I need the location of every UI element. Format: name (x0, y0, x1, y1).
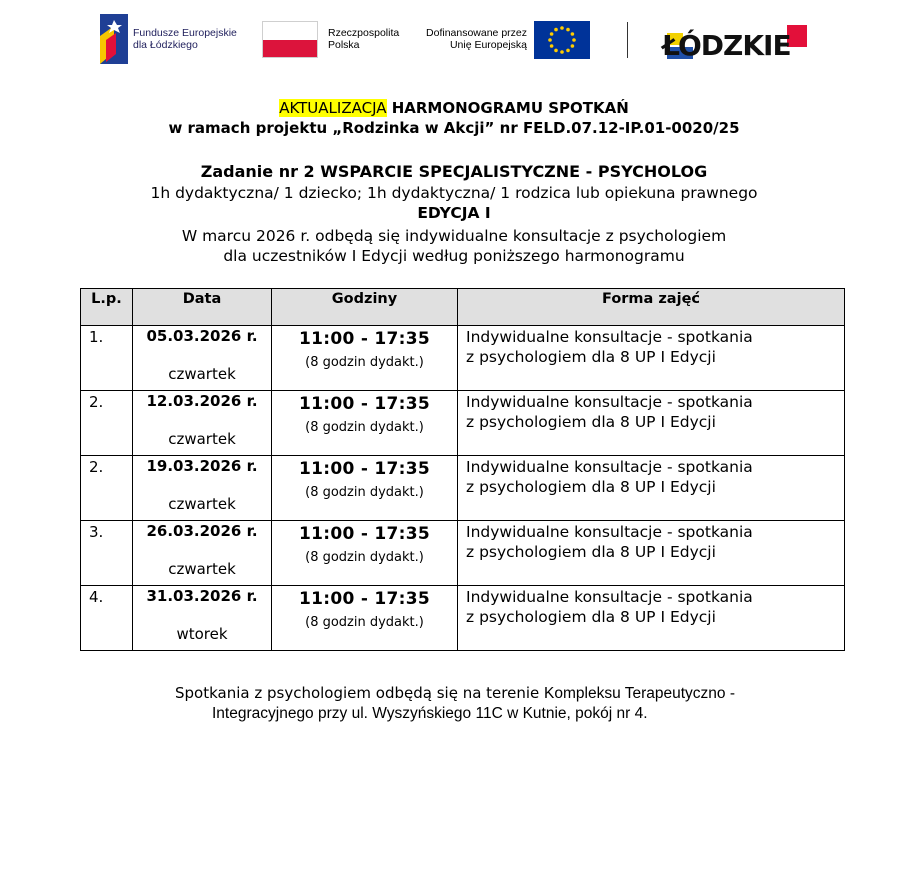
rzeczpospolita-logo (262, 20, 412, 60)
row-hours-cell (272, 326, 458, 391)
eu-logo-line1: Dofinansowane przez (426, 27, 527, 39)
row-number: 2. (81, 391, 133, 456)
row-form-cell (458, 521, 845, 586)
polish-flag-icon (262, 21, 318, 58)
eu-funding-logo (422, 20, 597, 60)
row-date-cell (133, 391, 272, 456)
row-form-line2: z psychologiem dla 8 UP I Edycji (466, 543, 716, 561)
edition-label: EDYCJA I (417, 204, 491, 222)
row-hours-cell (272, 391, 458, 456)
row-form-line1: Indywidualne konsultacje - spotkania (466, 393, 753, 411)
fe-logo-line2: dla Łódzkiego (133, 39, 198, 51)
row-number: 1. (81, 326, 133, 391)
row-weekday: czwartek (168, 430, 236, 448)
hours-rule: 1h dydaktyczna/ 1 dziecko; 1h dydaktyczna/ 1 rodzica lub opiekuna prawnego (150, 184, 758, 202)
row-form-line1: Indywidualne konsultacje - spotkania (466, 458, 753, 476)
row-number: 4. (81, 586, 133, 651)
row-hours-cell (272, 521, 458, 586)
table-header-row (81, 289, 845, 326)
eu-logo-text (422, 27, 527, 51)
row-date-cell (133, 326, 272, 391)
row-form-cell (458, 456, 845, 521)
row-form-line2: z psychologiem dla 8 UP I Edycji (466, 413, 716, 431)
task-heading: Zadanie nr 2 WSPARCIE SPECJALISTYCZNE - PSYCHOLOG (200, 162, 708, 181)
row-number: 3. (81, 521, 133, 586)
row-time: 11:00 - 17:35 (298, 329, 431, 349)
intro-line-1: W marcu 2026 r. odbędą się indywidualne konsultacje z psychologiem (181, 227, 727, 245)
title-highlight: AKTUALIZACJA (279, 99, 387, 117)
column-header-form: Forma zajęć (458, 289, 845, 326)
table-row (81, 391, 845, 456)
footer-line-2: Integracyjnego przy ul. Wyszyńskiego 11C w Kutnie, pokój nr 4. (212, 705, 648, 722)
fe-logo-line1: Fundusze Europejskie (133, 27, 237, 39)
row-hours-note: (8 godzin dydakt.) (305, 550, 424, 565)
footer-line-1 (175, 683, 735, 704)
rp-logo-line2: Polska (328, 39, 360, 51)
column-header-lp: L.p. (81, 289, 133, 326)
column-header-date: Data (133, 289, 272, 326)
row-time: 11:00 - 17:35 (298, 589, 431, 609)
logo-bar (100, 14, 810, 64)
row-time: 11:00 - 17:35 (298, 394, 431, 414)
row-date: 26.03.2026 r. (146, 522, 258, 540)
schedule-table (80, 288, 845, 651)
row-weekday: wtorek (176, 625, 228, 643)
row-form-cell (458, 391, 845, 456)
row-date: 19.03.2026 r. (146, 457, 258, 475)
row-form-line1: Indywidualne konsultacje - spotkania (466, 523, 753, 541)
row-form-line2: z psychologiem dla 8 UP I Edycji (466, 478, 716, 496)
eu-logo-line2: Unię Europejską (449, 39, 527, 51)
column-header-hours: Godziny (272, 289, 458, 326)
fundusze-europejskie-logo (100, 14, 250, 64)
row-hours-cell (272, 456, 458, 521)
row-date: 12.03.2026 r. (146, 392, 258, 410)
document-title (0, 98, 908, 118)
row-weekday: czwartek (168, 495, 236, 513)
lodzkie-wordmark: ŁÓDZKIE (662, 29, 791, 62)
row-date-cell (133, 456, 272, 521)
row-date: 05.03.2026 r. (146, 327, 258, 345)
rp-logo-line1: Rzeczpospolita (328, 27, 400, 39)
footer-line1-part-b: Kompleksu Terapeutyczno - (544, 685, 735, 702)
lodzkie-logo (662, 20, 812, 62)
intro-line-2: dla uczestników I Edycji według poniższego harmonogramu (223, 247, 685, 265)
fe-emblem-icon (100, 14, 128, 64)
eu-flag-icon (534, 21, 590, 59)
row-date-cell (133, 521, 272, 586)
row-date: 31.03.2026 r. (146, 587, 258, 605)
row-form-line1: Indywidualne konsultacje - spotkania (466, 328, 753, 346)
footer-line1-part-a: Spotkania z psychologiem odbędą się na terenie (175, 684, 545, 702)
row-hours-note: (8 godzin dydakt.) (305, 420, 424, 435)
logo-separator (627, 22, 628, 58)
row-form-cell (458, 586, 845, 651)
table-row (81, 326, 845, 391)
table-row (81, 521, 845, 586)
row-hours-note: (8 godzin dydakt.) (305, 615, 424, 630)
table-row (81, 586, 845, 651)
row-weekday: czwartek (168, 365, 236, 383)
row-time: 11:00 - 17:35 (298, 459, 431, 479)
table-row (81, 456, 845, 521)
project-subtitle: w ramach projektu „Rodzinka w Akcji” nr FELD.07.12-IP.01-0020/25 (168, 119, 740, 137)
title-rest: HARMONOGRAMU SPOTKAŃ (386, 99, 629, 117)
rp-logo-text (328, 27, 399, 51)
row-form-line2: z psychologiem dla 8 UP I Edycji (466, 348, 716, 366)
row-weekday: czwartek (168, 560, 236, 578)
row-hours-note: (8 godzin dydakt.) (305, 485, 424, 500)
row-form-line2: z psychologiem dla 8 UP I Edycji (466, 608, 716, 626)
fe-logo-text (133, 27, 237, 51)
row-number: 2. (81, 456, 133, 521)
row-time: 11:00 - 17:35 (298, 524, 431, 544)
row-form-line1: Indywidualne konsultacje - spotkania (466, 588, 753, 606)
row-hours-note: (8 godzin dydakt.) (305, 355, 424, 370)
row-form-cell (458, 326, 845, 391)
row-hours-cell (272, 586, 458, 651)
row-date-cell (133, 586, 272, 651)
